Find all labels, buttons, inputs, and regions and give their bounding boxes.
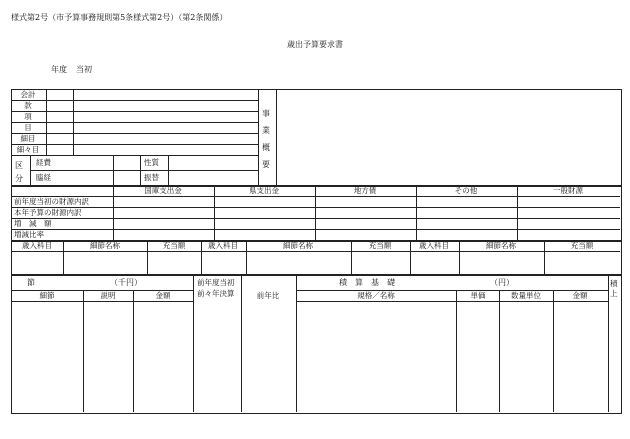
funding-col-kokko: 国庫支出金 [144, 186, 182, 195]
account-block-frame [11, 89, 622, 187]
funding-col-ken: 県支出金 [249, 186, 279, 195]
account-row-kaikei: 会計 [20, 90, 36, 99]
furikae-label: 振替 [144, 173, 159, 182]
seishitsu-label: 性質 [144, 158, 159, 167]
basis-header-unit-price: 単価 [470, 291, 486, 300]
funding-col-ippan: 一般財源 [553, 186, 583, 195]
funding-row-current: 本年予算の財源内訳 [14, 208, 82, 217]
basis-header-amount: 金額 [572, 291, 588, 300]
prev-ratio-label: 前年比 [256, 291, 280, 300]
funding-row-prev: 前年度当初の財源内訳 [14, 197, 89, 206]
account-row-kou: 項 [24, 112, 32, 121]
kubun-label: 区分 [15, 161, 23, 183]
funding-row-ratio: 増減比率 [14, 230, 44, 239]
detail-header-saisetsu: 細節 [39, 291, 55, 300]
revenue-header-2: 細節名称 [90, 241, 120, 250]
account-row-moku: 目 [24, 123, 32, 132]
summary-label: 事業概要 [262, 109, 270, 169]
revenue-header-6: 充当額 [368, 241, 392, 250]
basis-label: 積 算 基 礎 [339, 278, 395, 287]
document-title: 歳出予算要求書 [287, 40, 343, 49]
funding-table-frame [11, 185, 622, 242]
basis-header-quantity: 数量単位 [511, 291, 541, 300]
revenue-header-3: 充当額 [162, 241, 186, 250]
form-title: 様式第2号（市予算事務規則第5条様式第2号）（第2条関係） [11, 13, 228, 22]
setsu-label: 節 [27, 278, 35, 287]
revenue-header-8: 細節名称 [486, 241, 516, 250]
account-row-kan: 款 [24, 101, 32, 110]
kubun-rinkei: 臨経 [36, 173, 51, 182]
kubun-keihi: 経費 [36, 158, 51, 167]
setsu-unit: （千円） [110, 278, 142, 287]
budget-type: 当初 [76, 65, 92, 74]
revenue-header-7: 歳入科目 [419, 241, 449, 250]
revenue-header-5: 細節名称 [283, 241, 313, 250]
basis-header-name: 規格／名称 [357, 291, 395, 300]
funding-col-chihousai: 地方債 [353, 186, 377, 195]
basis-unit: （円） [490, 278, 514, 287]
revenue-header-9: 充当額 [570, 241, 594, 250]
account-row-saimoku: 細目 [20, 134, 36, 143]
account-row-saisaimoku: 細々目 [16, 145, 40, 154]
detail-header-kingaku: 金額 [155, 291, 171, 300]
detail-header-setsumei: 説明 [100, 291, 116, 300]
funding-col-sonota: その他 [454, 186, 478, 195]
prev-budget-label-1: 前年度当初 [197, 278, 235, 287]
funding-row-diff: 増 減 額 [14, 219, 52, 228]
revenue-header-4: 歳入科目 [208, 241, 238, 250]
year-label: 年度 [51, 65, 67, 74]
prev-budget-label-2: 前々年決算 [197, 289, 235, 298]
revenue-header-1: 歳入科目 [22, 241, 52, 250]
side-label: 積上 [610, 279, 618, 298]
